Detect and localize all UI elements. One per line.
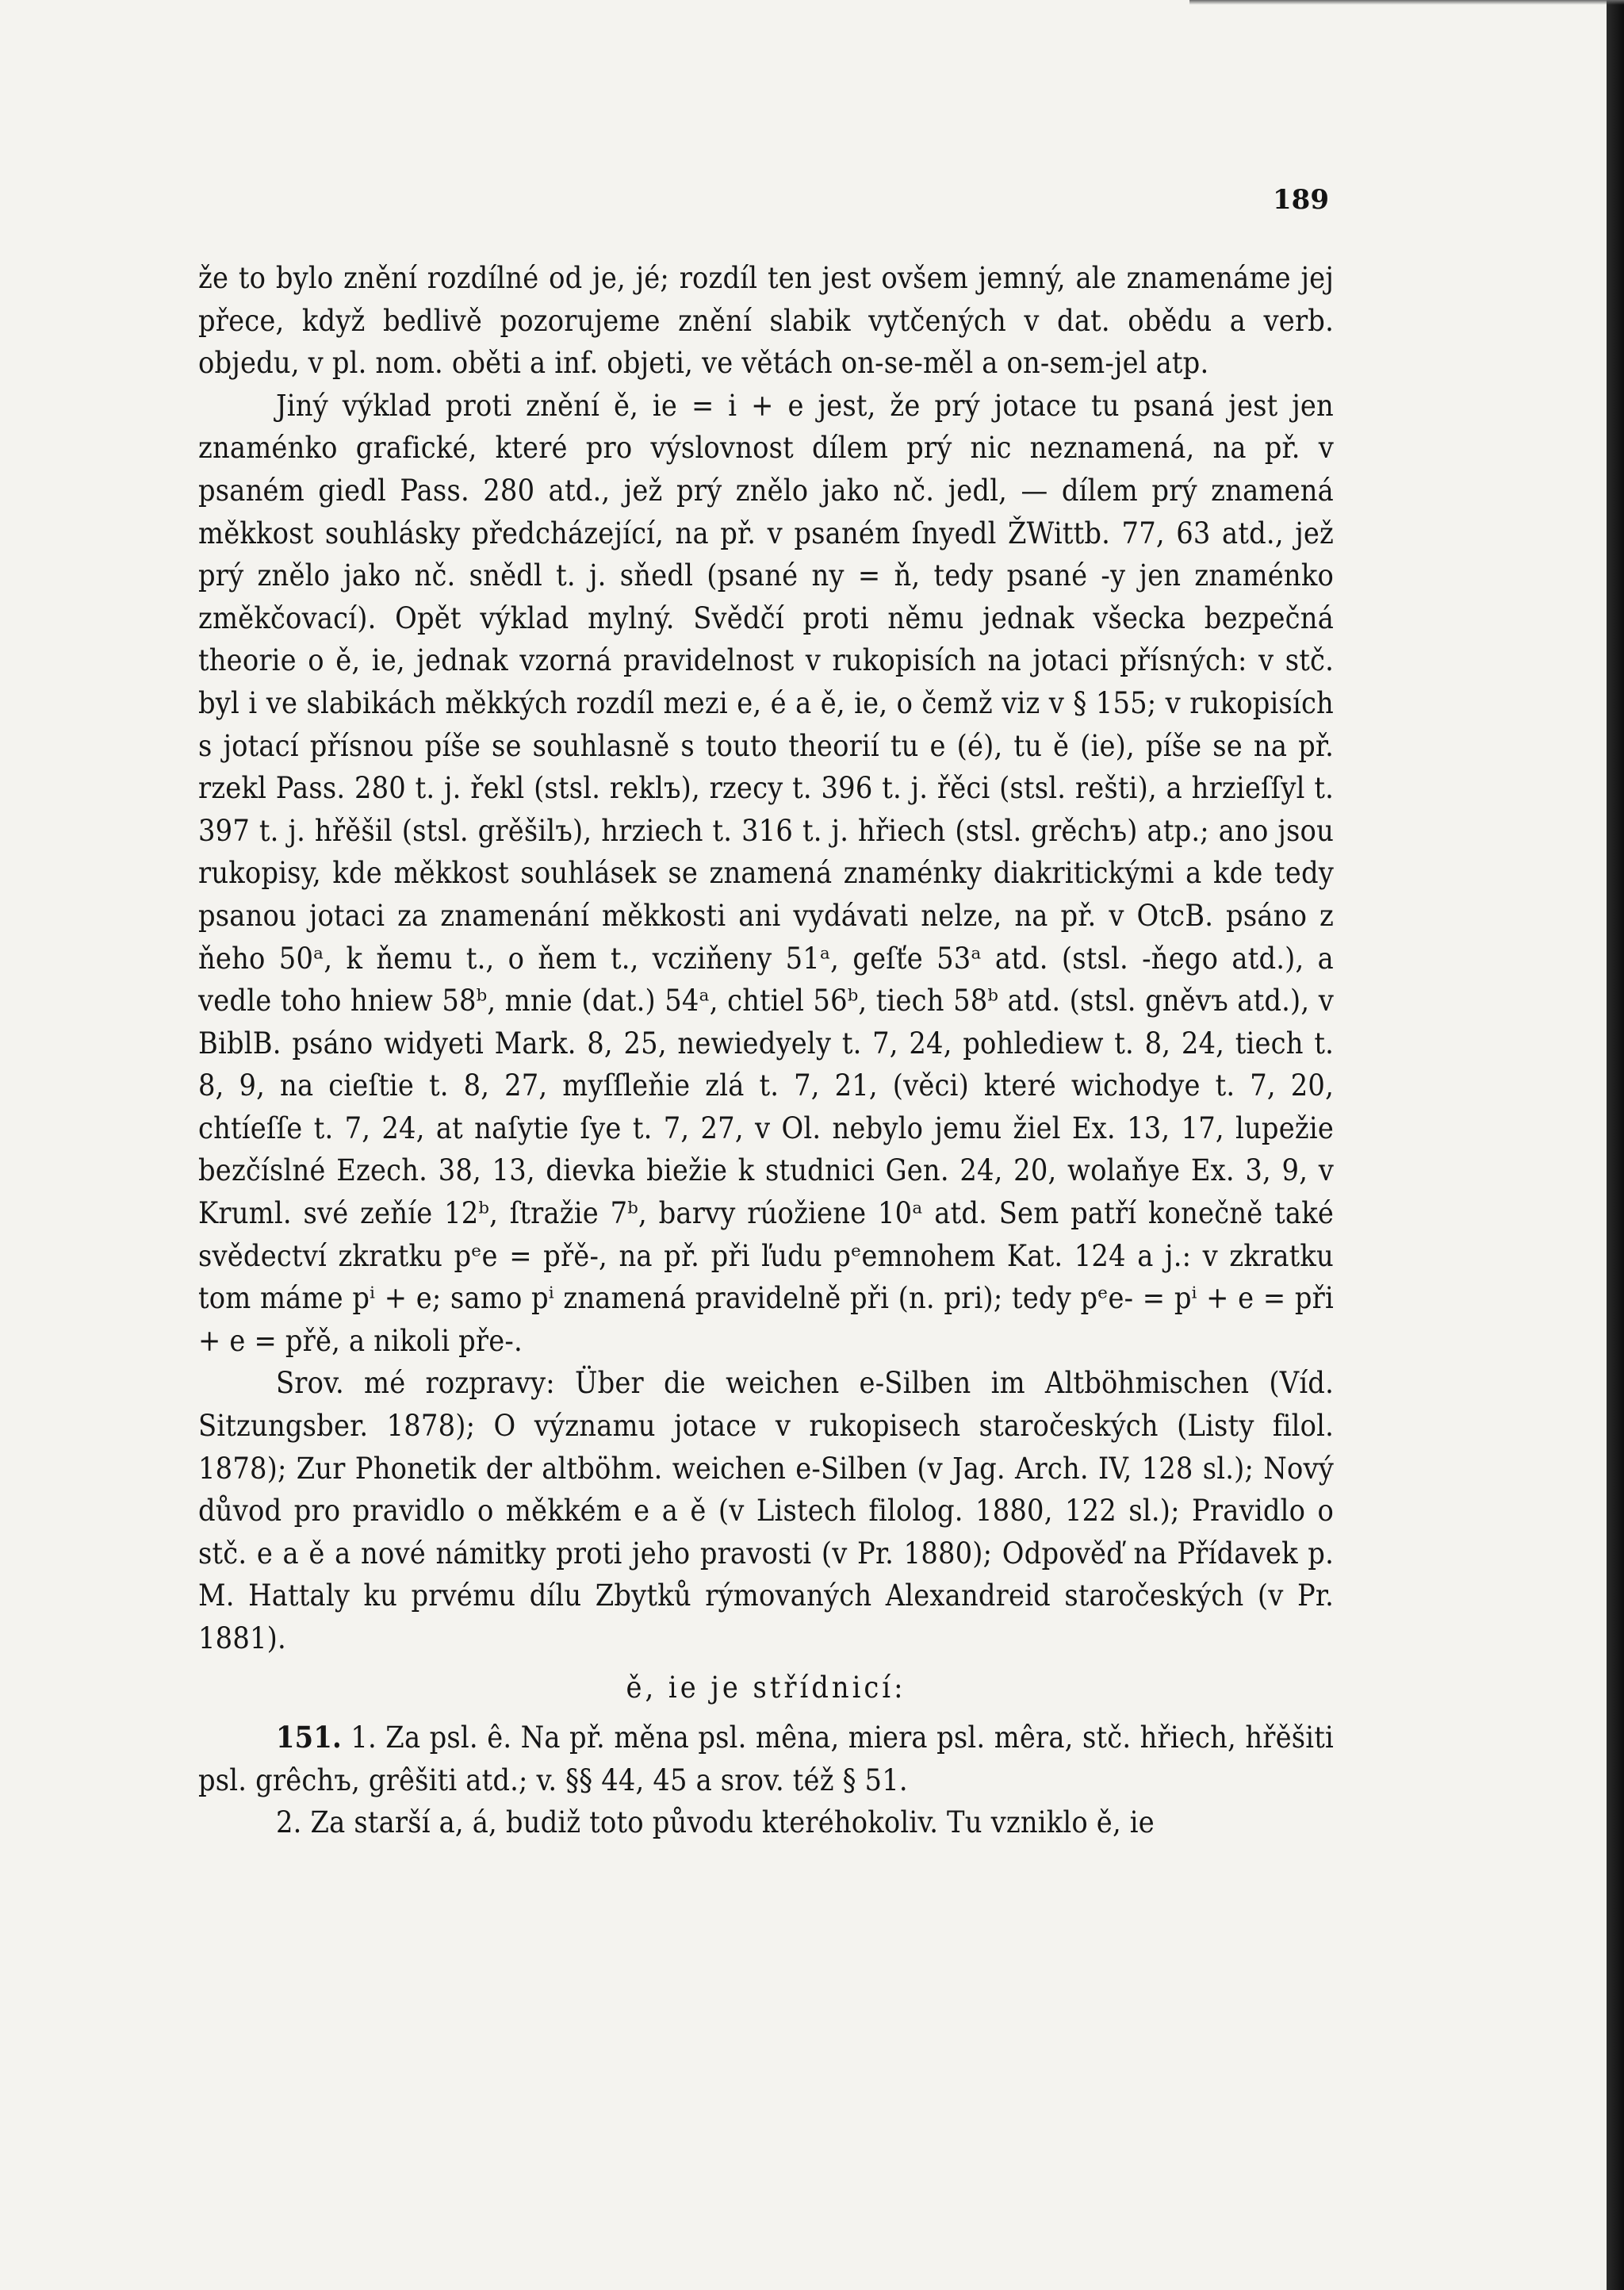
section-heading: ě, ie je střídnicí: [626,1669,906,1705]
page-edge [1607,0,1624,2290]
paragraph-references: Srov. mé rozpravy: Über die weichen e-Silben im Altböhmischen (Víd. Sitzungsber. 1878); O významu jotace v rukopisech staročeských (Listy filol. 1878); Zur Phonetik der altböhm. weichen e-Silben (v Jag. Arch. IV, 128 sl.); Nový důvod pro pravidlo o měkkém e a ě (v Listech filolog. 1880, 122 sl.); Pravidlo o stč. e a ě a nové námitky proti jeho pravosti (v Pr. 1880); Odpověď na Přídavek p. M. Hattaly ku prvému dílu Zbytků rýmovaných Alexandreid staročeských (v Pr. 1881). [198,1365,1334,1655]
page-number: 189 [1273,184,1329,216]
paragraph-explanation: Jiný výklad proti znění ě, ie = i + e jest, že prý jotace tu psaná jest jen znaménko grafické, které pro výslovnost dílem prý nic neznamená, na př. v psaném giedl Pass. 280 atd., jež prý znělo jako nč. jedl, — dílem prý znamená měkkost souhlásky předcházející, na př. v psaném ſnyedl ŽWittb. 77, 63 atd., jež prý znělo jako nč. snědl t. j. sňedl (psané ny = ň, tedy psané -y jen znaménko změkčovací). Opět výklad mylný. Svědčí proti němu jednak všecka bezpečná theorie o ě, ie, jednak vzorná pravidelnost v rukopisích na jotaci přísných: v stč. byl i ve slabikách měkkých rozdíl mezi e, é a ě, ie, o čemž viz v § 155; v rukopisích s jotací přísnou píše se souhlasně s touto theorií tu e (é), tu ě (ie), píše se na př. rzekl Pass. 280 t. j. řekl (stsl. reklъ), rzecy t. 396 t. j. řěci (stsl. rešti), a hrzieſſyl t. 397 t. j. hřěšil (stsl. grěšilъ), hrziech t. 316 t. j. hřiech (stsl. grěchъ) atp.; ano jsou rukopisy, kde měkkost souhlásek se znamená znaménky diakritickými a kde tedy psanou jotaci za znamenání měkkosti ani vydávati nelze, na př. v OtcB. psáno z ňeho 50ᵃ, k ňemu t., o ňem t., vcziňeny 51ᵃ, geſťe 53ᵃ atd. (stsl. -ňego atd.), a vedle toho hniew 58ᵇ, mnie (dat.) 54ᵃ, chtiel 56ᵇ, tiech 58ᵇ atd. (stsl. gněvъ atd.), v BiblB. psáno widyeti Mark. 8, 25, newiedyely t. 7, 24, pohlediew t. 8, 24, tiech t. 8, 9, na cieſtie t. 8, 27, myſſleňie zlá t. 7, 21, (věci) které wichodye t. 7, 20, chtíeſſe t. 7, 24, at naſytie ſye t. 7, 27, v Ol. nebylo jemu žiel Ex. 13, 17, lupežie bezčíslné Ezech. 38, 13, dievka biežie k studnici Gen. 24, 20, wolaňye Ex. 3, 9, v Kruml. své zeňíe 12ᵇ, ſtražie 7ᵇ, barvy rúožiene 10ᵃ atd. Sem patří konečně také svědectví zkratku pᵉe = přě-, na př. při ľudu pᵉemnohem Kat. 124 a j.: v zkratku tom máme pⁱ + e; samo pⁱ znamená pravidelně při (n. pri); tedy pᵉe- = pⁱ + e = při + e = přě, a nikoli pře-. [198,387,1334,1358]
paragraph-continuation: že to bylo znění rozdílné od je, jé; rozdíl ten jest ovšem jemný, ale znamenáme jej přece, když bedlivě pozorujeme znění slabik vytčených v dat. obědu a verb. objedu, v pl. nom. oběti a inf. objeti, ve větách on-se-měl a on-sem-jel atp. [198,260,1334,381]
last-line: 2. Za starší a, á, budiž toto původu kteréhokoliv. Tu vzniklo ě, ie [276,1805,1155,1840]
page-top-edge [1189,0,1624,5]
section-number: 151. [276,1720,342,1755]
section-151 [198,1717,1334,1801]
section-text: 1. Za psl. ê. Na př. měna psl. mêna, miera psl. mêra, stč. hřiech, hřěšiti psl. grêchъ, grêšiti atd.; v. §§ 44, 45 a srov. též § 51. [198,1720,1334,1797]
page-body [198,257,1334,1844]
